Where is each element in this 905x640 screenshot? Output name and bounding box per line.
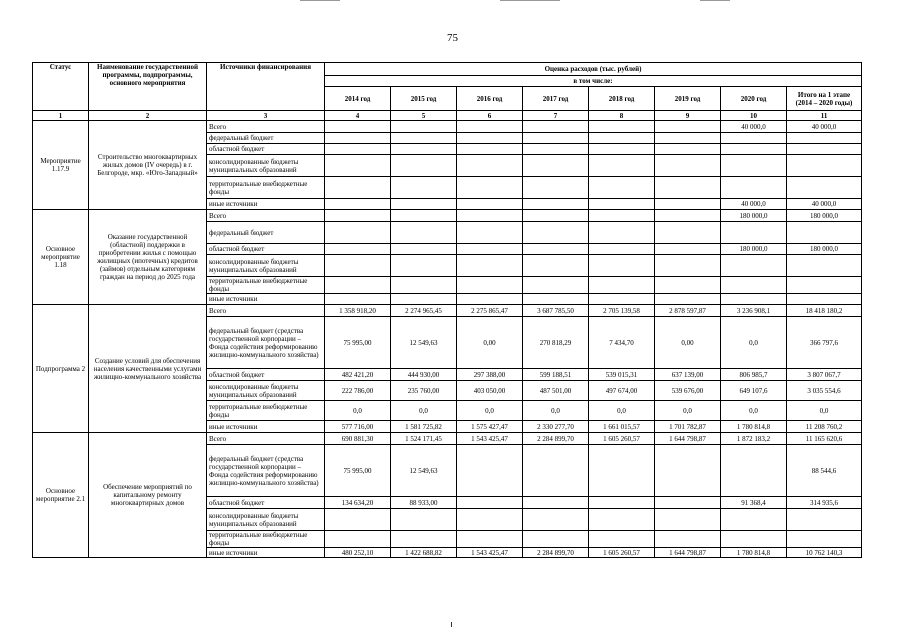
year-value: 599 188,51 <box>523 369 589 381</box>
year-value <box>655 497 721 509</box>
year-value <box>721 222 787 244</box>
year-value <box>523 222 589 244</box>
year-value: 180 000,0 <box>721 244 787 255</box>
year-value: 1 661 015,57 <box>589 421 655 433</box>
section-name: Оказание государственной (областной) поддержки в приобретении жилья с помощью жилищных (ипотечных) кредитов (займов) отдельным категориям граждан на период до 2025 года <box>89 210 207 305</box>
column-index: 5 <box>391 111 457 121</box>
year-value <box>457 255 523 277</box>
column-index: 11 <box>787 111 862 121</box>
year-value: 1 701 782,87 <box>655 421 721 433</box>
year-value <box>523 531 589 548</box>
year-value <box>523 509 589 531</box>
year-value <box>721 144 787 155</box>
year-value: 487 501,00 <box>523 381 589 401</box>
year-value <box>391 121 457 133</box>
total-value <box>787 294 862 305</box>
header-total: Итого на 1 этапе (2014 – 2020 годы) <box>787 87 862 111</box>
year-value: 40 000,0 <box>721 121 787 133</box>
year-value <box>457 121 523 133</box>
year-value <box>721 294 787 305</box>
funding-source: федеральный бюджет (средства государственной корпорации – Фонда содействия реформированию жилищно-коммунального хозяйства) <box>207 317 325 369</box>
total-value: 3 035 554,6 <box>787 381 862 401</box>
funding-source: областной бюджет <box>207 244 325 255</box>
funding-source: консолидированные бюджеты муниципальных образований <box>207 509 325 531</box>
year-value: 0,0 <box>391 401 457 421</box>
column-index: 7 <box>523 111 589 121</box>
year-value: 1 358 918,20 <box>325 305 391 317</box>
year-value: 2 705 139,58 <box>589 305 655 317</box>
year-value <box>457 294 523 305</box>
section-name: Обеспечение мероприятий по капитальному ремонту многоквартирных домов <box>89 433 207 558</box>
year-value: 0,0 <box>655 401 721 421</box>
total-value: 180 000,0 <box>787 244 862 255</box>
header-name: Наименование государственной программы, подпрограммы, основного мероприятия <box>89 63 207 111</box>
year-value: 539 015,31 <box>589 369 655 381</box>
year-value: 12 549,63 <box>391 317 457 369</box>
column-index: 9 <box>655 111 721 121</box>
header-including: в том числе: <box>325 76 862 87</box>
year-value: 0,0 <box>721 401 787 421</box>
table-row <box>33 210 862 222</box>
year-value <box>589 277 655 294</box>
year-value <box>325 210 391 222</box>
section-status: Мероприятие 1.17.9 <box>33 121 89 210</box>
year-value <box>721 277 787 294</box>
funding-source: территориальные внебюджетные фонды <box>207 401 325 421</box>
year-value: 270 818,29 <box>523 317 589 369</box>
year-value: 180 000,0 <box>721 210 787 222</box>
year-value: 577 716,00 <box>325 421 391 433</box>
total-value: 18 418 180,2 <box>787 305 862 317</box>
funding-source: консолидированные бюджеты муниципальных образований <box>207 255 325 277</box>
year-value <box>589 177 655 199</box>
funding-source: областной бюджет <box>207 144 325 155</box>
year-value <box>523 277 589 294</box>
year-value <box>655 222 721 244</box>
year-value <box>325 177 391 199</box>
year-value <box>655 210 721 222</box>
year-value <box>721 531 787 548</box>
column-index: 6 <box>457 111 523 121</box>
year-value <box>325 244 391 255</box>
column-index: 10 <box>721 111 787 121</box>
funding-source: территориальные внебюджетные фонды <box>207 177 325 199</box>
section-status: Основное мероприятие 2.1 <box>33 433 89 558</box>
year-value <box>457 222 523 244</box>
year-value <box>523 199 589 210</box>
year-value <box>523 210 589 222</box>
page-number: 75 <box>447 32 458 44</box>
header-year: 2015 год <box>391 87 457 111</box>
year-value: 539 676,00 <box>655 381 721 401</box>
year-value <box>589 222 655 244</box>
year-value <box>523 144 589 155</box>
year-value <box>457 509 523 531</box>
year-value <box>523 294 589 305</box>
total-value: 3 807 067,7 <box>787 369 862 381</box>
column-index: 4 <box>325 111 391 121</box>
funding-source: Всего <box>207 121 325 133</box>
year-value: 690 881,30 <box>325 433 391 445</box>
total-value: 40 000,0 <box>787 121 862 133</box>
year-value <box>589 133 655 144</box>
year-value <box>523 177 589 199</box>
year-value: 1 543 425,47 <box>457 548 523 558</box>
year-value <box>655 445 721 497</box>
year-value <box>457 144 523 155</box>
year-value: 482 421,20 <box>325 369 391 381</box>
column-index: 3 <box>207 111 325 121</box>
year-value <box>655 199 721 210</box>
year-value <box>391 531 457 548</box>
funding-source: иные источники <box>207 421 325 433</box>
year-value: 1 575 427,47 <box>457 421 523 433</box>
year-value <box>655 144 721 155</box>
year-value <box>523 121 589 133</box>
funding-source: территориальные внебюджетные фонды <box>207 277 325 294</box>
year-value <box>457 210 523 222</box>
year-value <box>391 177 457 199</box>
year-value <box>655 531 721 548</box>
year-value <box>391 244 457 255</box>
year-value <box>589 497 655 509</box>
funding-source: иные источники <box>207 199 325 210</box>
header-year: 2018 год <box>589 87 655 111</box>
year-value <box>721 509 787 531</box>
total-value <box>787 531 862 548</box>
year-value: 40 000,0 <box>721 199 787 210</box>
total-value: 40 000,0 <box>787 199 862 210</box>
funding-source: иные источники <box>207 548 325 558</box>
year-value: 222 786,00 <box>325 381 391 401</box>
year-value <box>589 445 655 497</box>
year-value <box>589 509 655 531</box>
year-value: 444 930,00 <box>391 369 457 381</box>
section-status: Подпрограмма 2 <box>33 305 89 433</box>
year-value: 1 581 725,82 <box>391 421 457 433</box>
year-value <box>391 199 457 210</box>
column-index: 1 <box>33 111 89 121</box>
funding-source: областной бюджет <box>207 369 325 381</box>
year-value: 2 330 277,70 <box>523 421 589 433</box>
year-value <box>523 445 589 497</box>
total-value: 88 544,6 <box>787 445 862 497</box>
year-value: 3 687 785,50 <box>523 305 589 317</box>
total-value <box>787 277 862 294</box>
year-value: 480 252,10 <box>325 548 391 558</box>
year-value <box>391 210 457 222</box>
total-value: 180 000,0 <box>787 210 862 222</box>
year-value: 806 985,7 <box>721 369 787 381</box>
year-value <box>655 255 721 277</box>
year-value <box>655 277 721 294</box>
year-value <box>325 155 391 177</box>
total-value <box>787 144 862 155</box>
year-value: 0,0 <box>457 401 523 421</box>
year-value: 75 995,00 <box>325 317 391 369</box>
year-value <box>523 155 589 177</box>
year-value <box>391 133 457 144</box>
year-value: 1 543 425,47 <box>457 433 523 445</box>
year-value: 0,00 <box>457 317 523 369</box>
total-value: 11 165 620,6 <box>787 433 862 445</box>
funding-source: Всего <box>207 210 325 222</box>
year-value: 1 524 171,45 <box>391 433 457 445</box>
funding-source: консолидированные бюджеты муниципальных образований <box>207 155 325 177</box>
total-value <box>787 509 862 531</box>
year-value: 0,0 <box>589 401 655 421</box>
year-value: 0,0 <box>523 401 589 421</box>
year-value: 1 605 260,57 <box>589 548 655 558</box>
year-value <box>589 155 655 177</box>
year-value: 75 995,00 <box>325 445 391 497</box>
year-value <box>325 222 391 244</box>
funding-source: иные источники <box>207 294 325 305</box>
table-row <box>33 121 862 133</box>
funding-source: областной бюджет <box>207 497 325 509</box>
column-index: 2 <box>89 111 207 121</box>
year-value <box>391 222 457 244</box>
page-bottom-mark <box>451 622 452 627</box>
total-value <box>787 222 862 244</box>
funding-source: федеральный бюджет <box>207 222 325 244</box>
year-value <box>457 177 523 199</box>
year-value: 134 634,20 <box>325 497 391 509</box>
funding-source: федеральный бюджет <box>207 133 325 144</box>
year-value: 403 050,00 <box>457 381 523 401</box>
header-status: Статус <box>33 63 89 111</box>
total-value <box>787 155 862 177</box>
year-value: 91 368,4 <box>721 497 787 509</box>
funding-source: Всего <box>207 305 325 317</box>
year-value <box>457 277 523 294</box>
year-value <box>523 497 589 509</box>
total-value <box>787 177 862 199</box>
year-value <box>325 531 391 548</box>
year-value <box>457 445 523 497</box>
year-value <box>391 509 457 531</box>
year-value <box>325 509 391 531</box>
total-value: 366 797,6 <box>787 317 862 369</box>
section-status: Основное мероприятие 1.18 <box>33 210 89 305</box>
year-value: 1 644 798,87 <box>655 433 721 445</box>
year-value <box>655 294 721 305</box>
header-year: 2014 год <box>325 87 391 111</box>
year-value: 1 605 260,57 <box>589 433 655 445</box>
year-value <box>325 199 391 210</box>
year-value <box>391 294 457 305</box>
year-value <box>655 155 721 177</box>
year-value <box>589 210 655 222</box>
year-value <box>457 155 523 177</box>
year-value <box>391 144 457 155</box>
funding-source: Всего <box>207 433 325 445</box>
year-value: 1 780 814,8 <box>721 421 787 433</box>
header-year: 2016 год <box>457 87 523 111</box>
table-row <box>33 433 862 445</box>
year-value: 297 388,00 <box>457 369 523 381</box>
year-value <box>655 509 721 531</box>
total-value <box>787 255 862 277</box>
year-value: 88 933,00 <box>391 497 457 509</box>
year-value <box>457 199 523 210</box>
header-year: 2017 год <box>523 87 589 111</box>
column-index: 8 <box>589 111 655 121</box>
year-value <box>523 244 589 255</box>
table-row <box>33 305 862 317</box>
year-value: 2 274 965,45 <box>391 305 457 317</box>
year-value <box>457 244 523 255</box>
year-value: 1 872 183,2 <box>721 433 787 445</box>
year-value <box>325 144 391 155</box>
year-value <box>589 244 655 255</box>
budget-table <box>32 62 862 558</box>
year-value <box>391 277 457 294</box>
funding-source: консолидированные бюджеты муниципальных образований <box>207 381 325 401</box>
year-value <box>721 445 787 497</box>
total-value: 0,0 <box>787 401 862 421</box>
year-value <box>391 255 457 277</box>
year-value <box>655 244 721 255</box>
year-value: 235 760,00 <box>391 381 457 401</box>
year-value: 3 236 908,1 <box>721 305 787 317</box>
year-value: 1 644 798,87 <box>655 548 721 558</box>
year-value: 12 549,63 <box>391 445 457 497</box>
year-value <box>655 121 721 133</box>
header-year: 2019 год <box>655 87 721 111</box>
total-value: 10 762 140,3 <box>787 548 862 558</box>
year-value <box>325 255 391 277</box>
year-value <box>589 199 655 210</box>
year-value: 0,0 <box>721 317 787 369</box>
year-value: 649 107,6 <box>721 381 787 401</box>
year-value <box>457 497 523 509</box>
section-name: Строительство многоквартирных жилых домов (IV очередь) в г. Белгороде, мкр. «Юго-Западный» <box>89 121 207 210</box>
funding-source: федеральный бюджет (средства государственной корпорации – Фонда содействия реформированию жилищно-коммунального хозяйства) <box>207 445 325 497</box>
funding-source: территориальные внебюджетные фонды <box>207 531 325 548</box>
year-value <box>523 255 589 277</box>
year-value <box>721 133 787 144</box>
year-value <box>325 277 391 294</box>
year-value <box>589 121 655 133</box>
year-value: 2 878 597,87 <box>655 305 721 317</box>
year-value: 2 284 899,70 <box>523 433 589 445</box>
year-value: 2 275 865,47 <box>457 305 523 317</box>
year-value: 0,0 <box>325 401 391 421</box>
year-value <box>589 255 655 277</box>
year-value <box>589 531 655 548</box>
year-value <box>325 133 391 144</box>
year-value <box>391 155 457 177</box>
year-value: 0,00 <box>655 317 721 369</box>
total-value <box>787 133 862 144</box>
year-value <box>589 294 655 305</box>
total-value: 11 208 760,2 <box>787 421 862 433</box>
year-value <box>721 155 787 177</box>
header-year: 2020 год <box>721 87 787 111</box>
year-value <box>655 133 721 144</box>
total-value: 314 935,6 <box>787 497 862 509</box>
year-value <box>325 294 391 305</box>
year-value <box>721 255 787 277</box>
section-name: Создание условий для обеспечения населения качественными услугами жилищно-коммунального хозяйства <box>89 305 207 433</box>
year-value: 497 674,00 <box>589 381 655 401</box>
year-value: 637 139,00 <box>655 369 721 381</box>
table-body <box>33 121 862 558</box>
year-value: 7 434,70 <box>589 317 655 369</box>
header-estimate: Оценка расходов (тыс. рублей) <box>325 63 862 76</box>
year-value <box>589 144 655 155</box>
year-value: 1 422 688,82 <box>391 548 457 558</box>
year-value <box>655 177 721 199</box>
year-value <box>325 121 391 133</box>
table-header <box>33 63 862 121</box>
year-value <box>721 177 787 199</box>
year-value: 1 780 814,8 <box>721 548 787 558</box>
year-value: 2 284 899,70 <box>523 548 589 558</box>
header-source: Источники финансирования <box>207 63 325 111</box>
top-edge-marks <box>0 0 905 4</box>
year-value <box>457 133 523 144</box>
year-value <box>457 531 523 548</box>
year-value <box>523 133 589 144</box>
